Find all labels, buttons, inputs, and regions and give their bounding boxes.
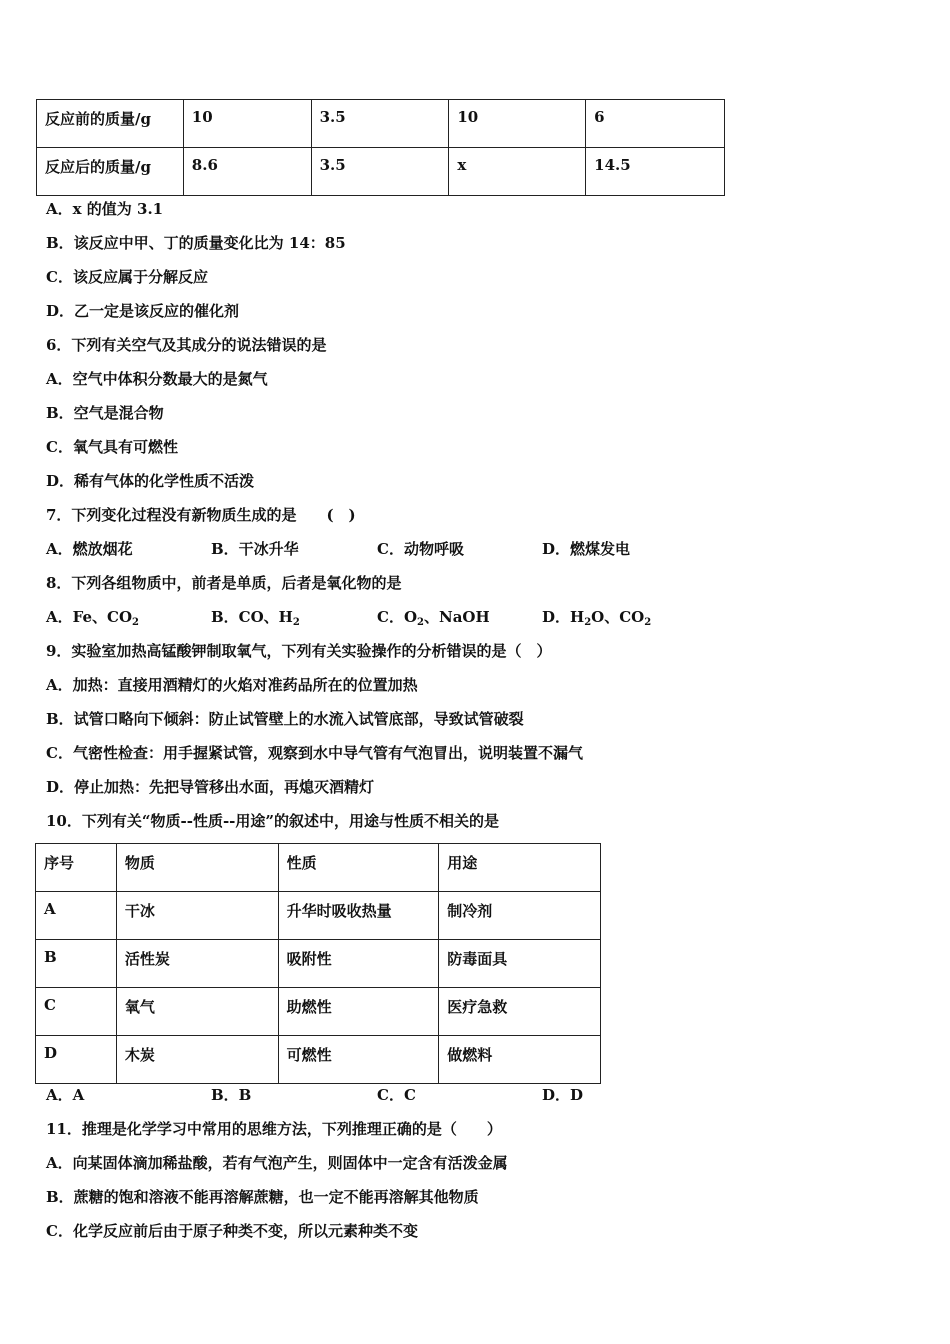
table-row: [36, 1036, 601, 1084]
table-header-row: [36, 844, 601, 892]
table-cell: 吸附性: [278, 940, 439, 988]
table-cell: 活性炭: [116, 940, 278, 988]
table-cell: 反应前的质量/g: [37, 100, 184, 148]
q6-option-c: C．氧气具有可燃性: [46, 438, 178, 456]
q6-option-d: D．稀有气体的化学性质不活泼: [46, 472, 255, 490]
table-cell: 14.5: [586, 148, 725, 196]
table-cell: D: [36, 1036, 117, 1084]
table-header-cell: 序号: [36, 844, 117, 892]
q6-stem: 6．下列有关空气及其成分的说法错误的是: [46, 336, 327, 354]
q6-option-a: A．空气中体积分数最大的是氮气: [46, 370, 268, 388]
q9-option-c: C．气密性检查：用手握紧试管，观察到水中导气管有气泡冒出，说明装置不漏气: [46, 744, 583, 762]
q8-option-b: B．CO、$H_2$: [211, 608, 300, 628]
q7-option-c: C．动物呼吸: [377, 540, 464, 558]
mass-table: [36, 99, 725, 196]
q11-option-b: B．蔗糖的饱和溶液不能再溶解蔗糖，也一定不能再溶解其他物质: [46, 1188, 479, 1206]
table-cell: 防毒面具: [439, 940, 601, 988]
q9-option-d: D．停止加热：先把导管移出水面，再熄灭酒精灯: [46, 778, 375, 796]
q11-option-a: A．向某固体滴加稀盐酸，若有气泡产生，则固体中一定含有活泼金属: [46, 1154, 508, 1172]
table-cell: 干冰: [116, 892, 278, 940]
q7-stem: 7．下列变化过程没有新物质生成的是 ( ): [46, 506, 356, 524]
q7-options: [0, 540, 950, 558]
q10-option-d: D．D: [542, 1086, 584, 1104]
q9-option-a: A．加热：直接用酒精灯的火焰对准药品所在的位置加热: [46, 676, 418, 694]
table-cell: B: [36, 940, 117, 988]
table-cell: 反应后的质量/g: [37, 148, 184, 196]
table-cell: 制冷剂: [439, 892, 601, 940]
table-row: [37, 100, 725, 148]
table-cell: 8.6: [183, 148, 311, 196]
q8-option-c: C．$O_2$、NaOH: [377, 608, 490, 628]
q10-options: [0, 1086, 950, 1104]
table-cell: 6: [586, 100, 725, 148]
q8-options: [0, 608, 950, 626]
q11-option-c: C．化学反应前后由于原子种类不变，所以元素种类不变: [46, 1222, 418, 1240]
q8-option-d: D．$H_2O$、$CO_2$: [542, 608, 652, 628]
table-row: [36, 892, 601, 940]
q5-option-d: D．乙一定是该反应的催化剂: [46, 302, 240, 320]
table-cell: C: [36, 988, 117, 1036]
table-row: [36, 940, 601, 988]
table-cell: 3.5: [311, 100, 449, 148]
table-cell: x: [449, 148, 586, 196]
table-header-cell: 物质: [116, 844, 278, 892]
table-cell: 升华时吸收热量: [278, 892, 439, 940]
table-cell: 10: [449, 100, 586, 148]
table-header-cell: 性质: [278, 844, 439, 892]
table-cell: 10: [183, 100, 311, 148]
table-cell: 氧气: [116, 988, 278, 1036]
q7-option-a: A．燃放烟花: [46, 540, 133, 558]
q11-stem: 11．推理是化学学习中常用的思维方法，下列推理正确的是（ ）: [46, 1120, 502, 1138]
table-cell: 3.5: [311, 148, 449, 196]
table-row: [37, 148, 725, 196]
q8-stem: 8．下列各组物质中，前者是单质，后者是氧化物的是: [46, 574, 402, 592]
table-cell: A: [36, 892, 117, 940]
table-cell: 可燃性: [278, 1036, 439, 1084]
q7-option-d: D．燃煤发电: [542, 540, 631, 558]
q6-option-b: B．空气是混合物: [46, 404, 164, 422]
q10-stem: 10．下列有关“物质--性质--用途”的叙述中，用途与性质不相关的是: [46, 812, 500, 830]
q9-option-b: B．试管口略向下倾斜：防止试管壁上的水流入试管底部，导致试管破裂: [46, 710, 524, 728]
table-cell: 木炭: [116, 1036, 278, 1084]
q10-option-b: B．B: [211, 1086, 252, 1104]
q10-option-c: C．C: [377, 1086, 416, 1104]
q5-option-a: A．x 的值为 3.1: [46, 200, 164, 218]
q7-option-b: B．干冰升华: [211, 540, 299, 558]
table-header-cell: 用途: [439, 844, 601, 892]
table-cell: 医疗急救: [439, 988, 601, 1036]
property-table: [35, 843, 601, 1084]
table-cell: 助燃性: [278, 988, 439, 1036]
q8-option-a: A．Fe、$CO_2$: [46, 608, 139, 628]
q5-option-b: B．该反应中甲、丁的质量变化比为 14：85: [46, 234, 346, 252]
q10-option-a: A．A: [46, 1086, 85, 1104]
q5-option-c: C．该反应属于分解反应: [46, 268, 208, 286]
q9-stem: 9．实验室加热高锰酸钾制取氧气，下列有关实验操作的分析错误的是（ ）: [46, 642, 552, 660]
table-row: [36, 988, 601, 1036]
table-cell: 做燃料: [439, 1036, 601, 1084]
